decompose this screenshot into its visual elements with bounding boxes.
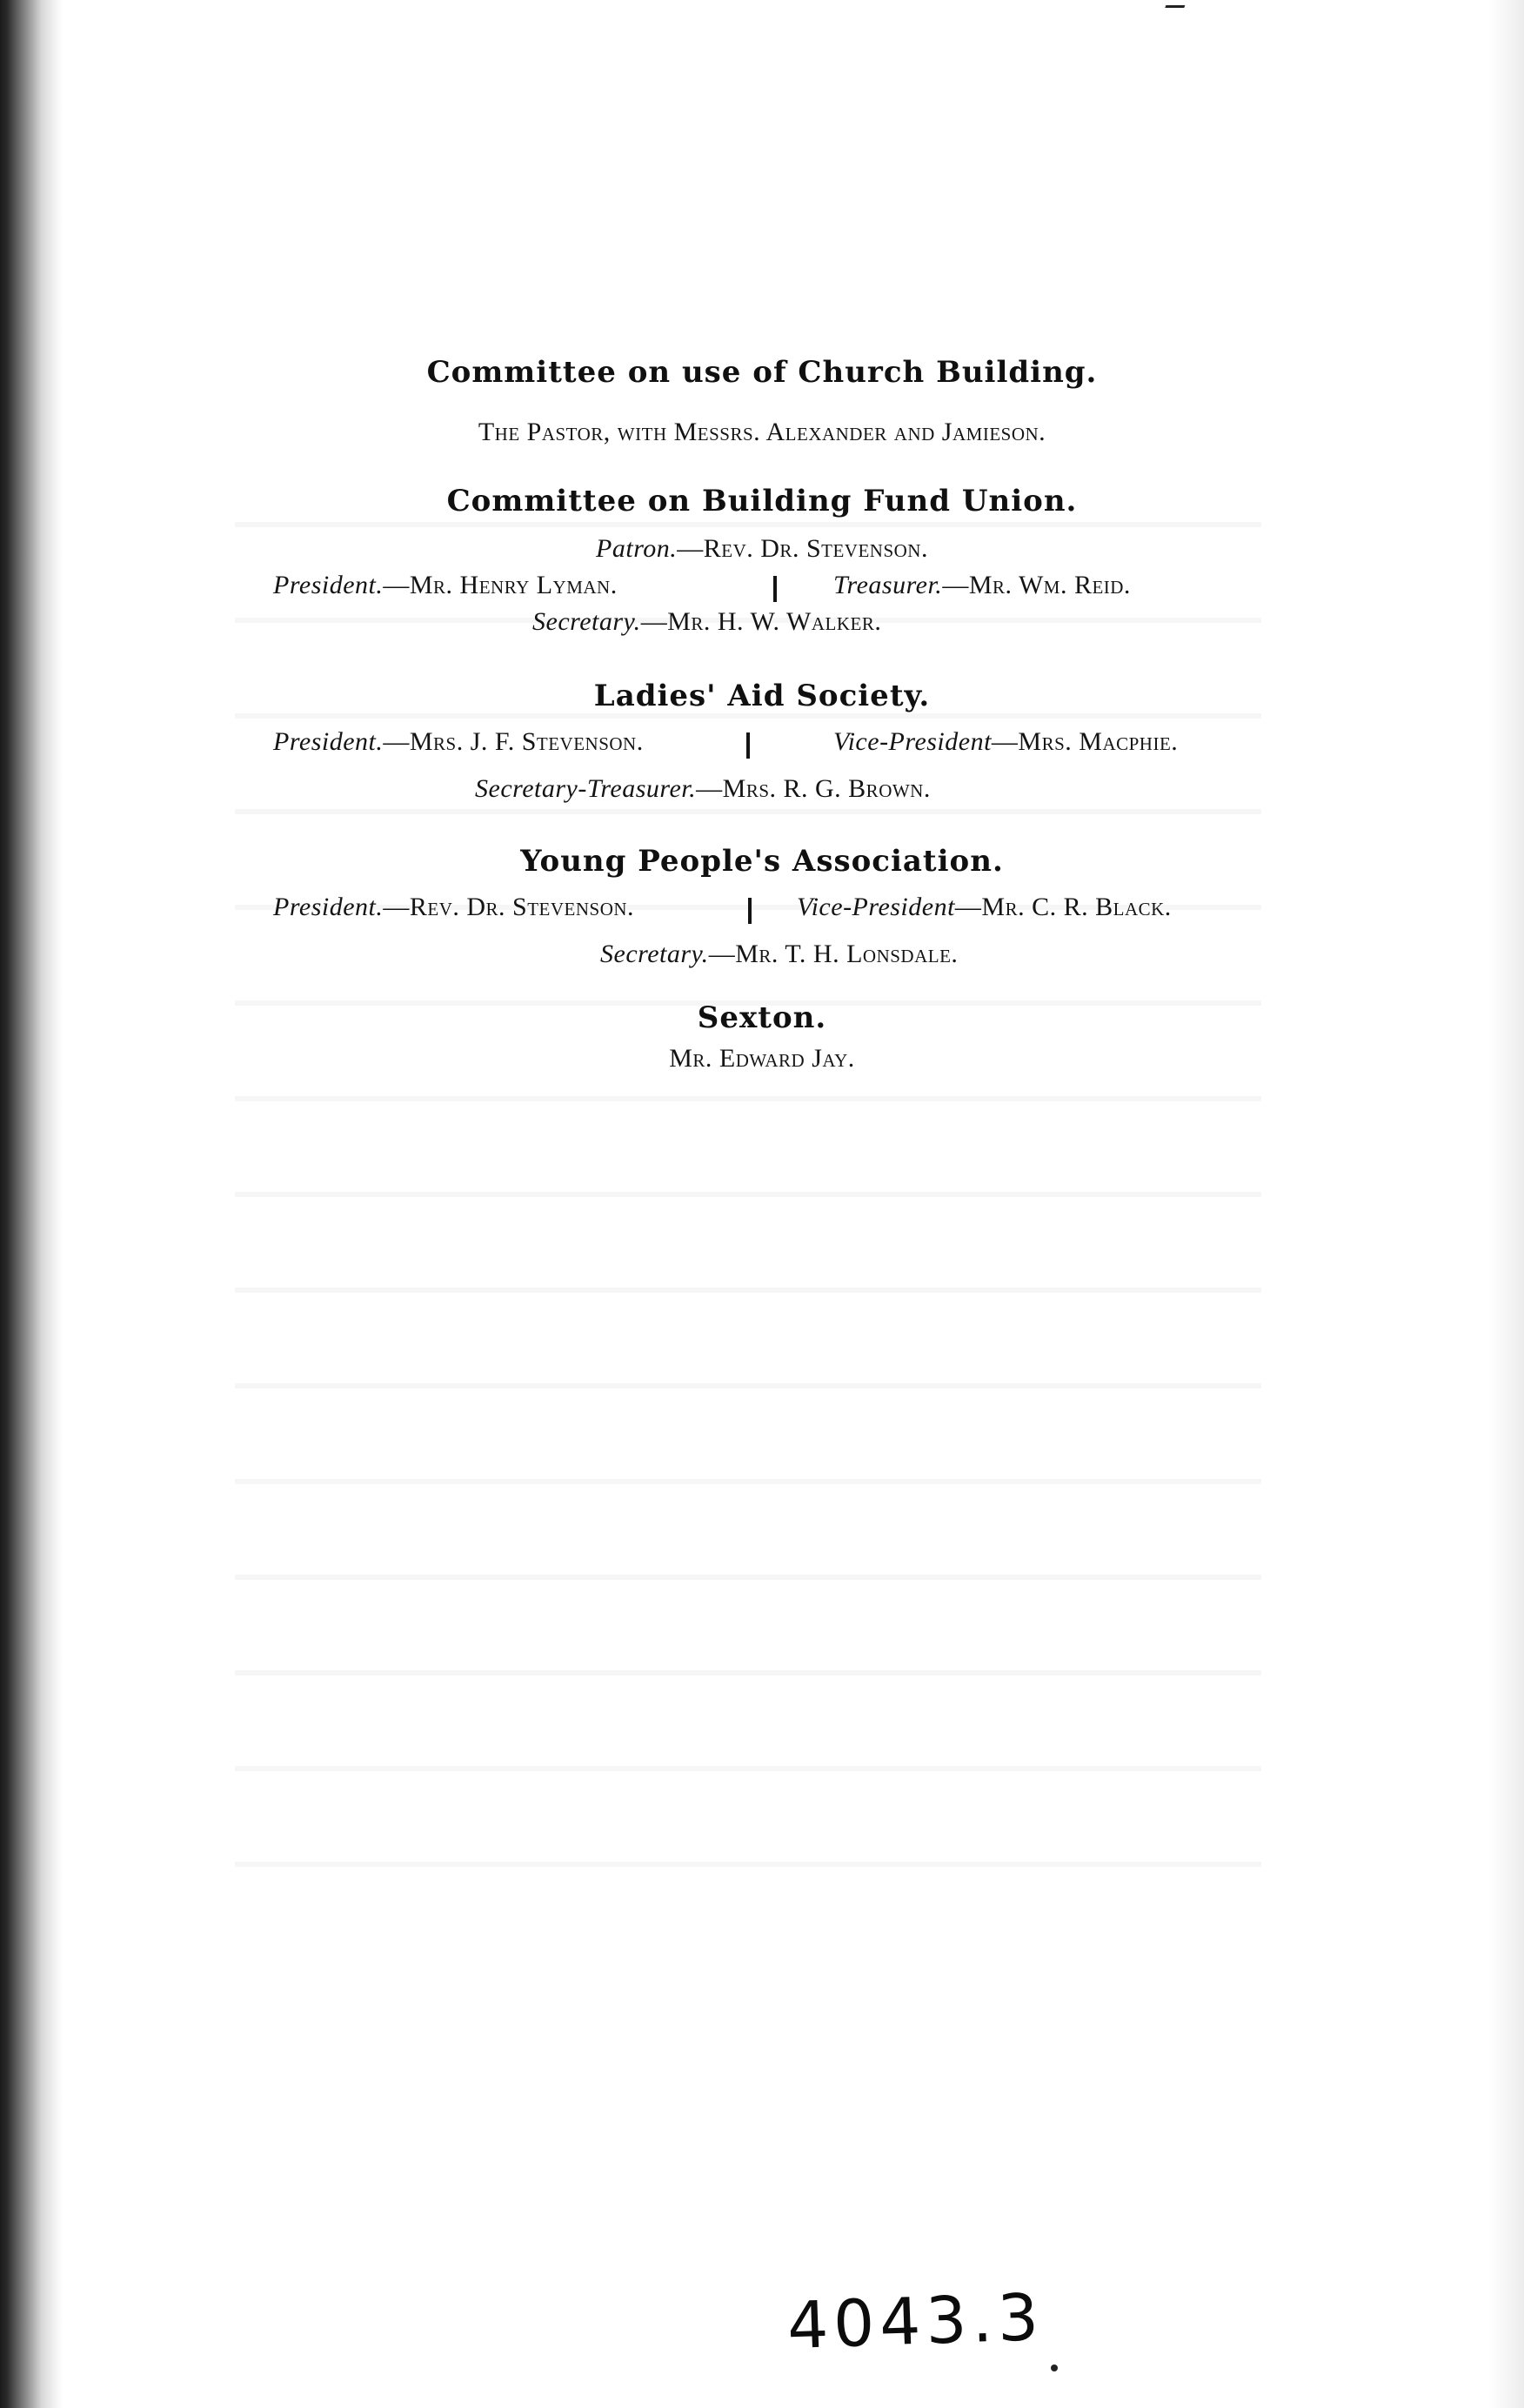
heading-church-building-committee: Committee on use of Church Building.	[426, 355, 1098, 390]
ladies-secretary-treasurer-role: Secretary-Treasurer.	[475, 774, 697, 803]
young-vice-president-name: —Mr. C. R. Black.	[954, 893, 1172, 921]
sexton-name: Mr. Edward Jay.	[669, 1044, 855, 1073]
heading-sexton: Sexton.	[697, 1000, 827, 1035]
column-separator	[746, 732, 750, 759]
handwritten-catalog-number: 4043.3	[785, 2279, 1046, 2365]
ladies-president-role: President.	[273, 727, 384, 756]
patron-name: —Rev. Dr. Stevenson.	[677, 534, 928, 563]
heading-ladies-aid-society: Ladies' Aid Society.	[593, 679, 931, 713]
young-secretary-name: —Mr. T. H. Lonsdale.	[708, 940, 959, 968]
ladies-vice-president-line	[833, 727, 1178, 757]
young-secretary-role: Secretary.	[600, 940, 709, 968]
ladies-president-name: —Mrs. J. F. Stevenson.	[383, 727, 644, 756]
ladies-vice-president-name: —Mrs. Macphie.	[991, 727, 1179, 756]
treasurer-name: —Mr. Wm. Reid.	[942, 571, 1131, 599]
young-president-role: President.	[273, 893, 384, 921]
young-secretary-line	[600, 940, 958, 969]
president-name: —Mr. Henry Lyman.	[383, 571, 618, 599]
column-separator	[773, 576, 777, 602]
secretary-line	[532, 607, 881, 637]
heading-young-peoples-association: Young People's Association.	[520, 844, 1004, 879]
treasurer-line	[833, 571, 1131, 600]
ladies-secretary-treasurer-line	[475, 774, 931, 804]
ladies-president-line	[273, 727, 644, 757]
ladies-vice-president-role: Vice-President	[833, 727, 992, 756]
patron-role: Patron.	[596, 534, 678, 563]
young-vice-president-line	[797, 893, 1172, 922]
president-role: President.	[273, 571, 384, 599]
young-vice-president-role: Vice-President	[797, 893, 955, 921]
secretary-name: —Mr. H. W. Walker.	[640, 607, 882, 636]
church-building-committee-members: The Pastor, with Messrs. Alexander and Jamieson.	[478, 418, 1046, 446]
president-line	[273, 571, 618, 600]
patron-line	[0, 534, 1524, 564]
treasurer-role: Treasurer.	[833, 571, 943, 599]
heading-building-fund-committee: Committee on Building Fund Union.	[446, 484, 1078, 518]
ink-dot	[1051, 2365, 1058, 2371]
ladies-secretary-treasurer-name: —Mrs. R. G. Brown.	[696, 774, 931, 803]
column-separator	[748, 898, 752, 924]
young-president-name: —Rev. Dr. Stevenson.	[383, 893, 635, 921]
young-president-line	[273, 893, 634, 922]
secretary-role: Secretary.	[532, 607, 641, 636]
